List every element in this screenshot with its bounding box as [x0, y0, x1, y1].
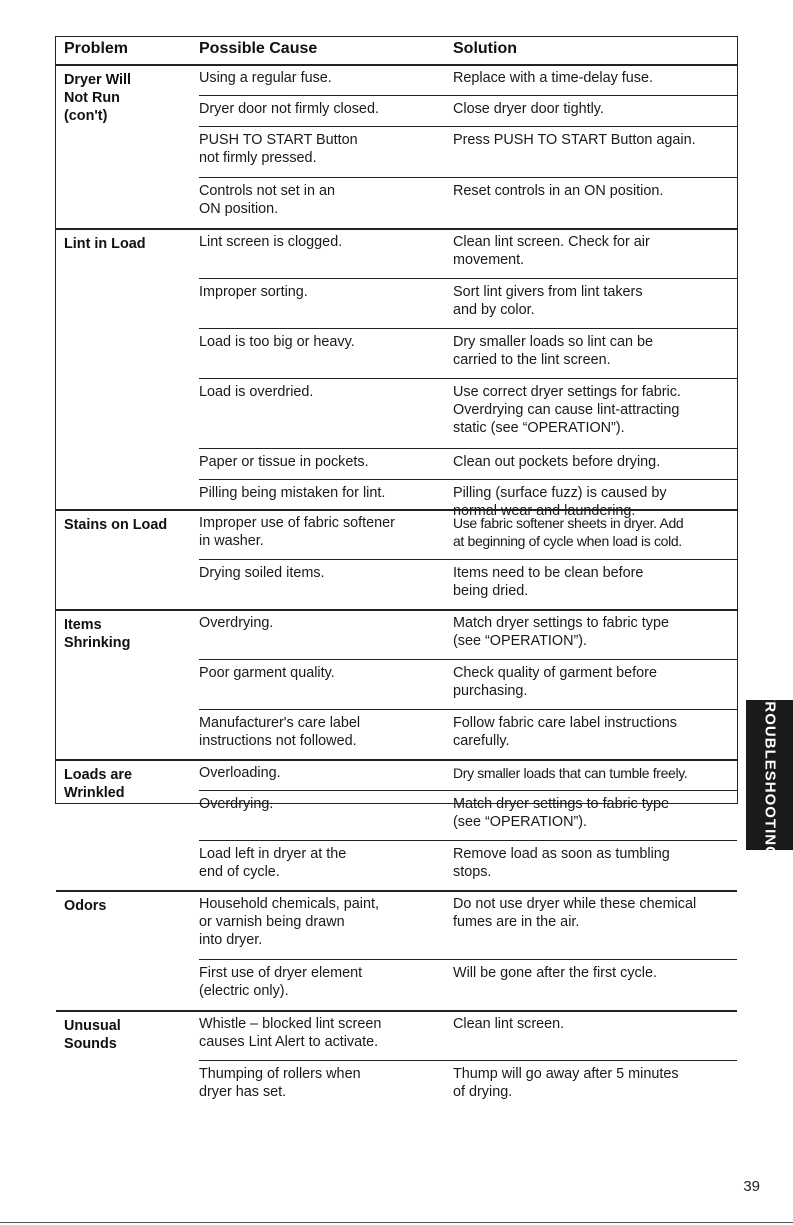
- row-divider: [199, 126, 737, 127]
- section-odors: [56, 890, 737, 1010]
- cause-cell: Using a regular fuse.: [199, 70, 332, 86]
- cause-cell: Thumping of rollers when dryer has set.: [199, 1066, 361, 1100]
- problem-label: Unusual Sounds: [64, 1018, 121, 1052]
- section-divider: [56, 890, 737, 892]
- problem-label: Loads are Wrinkled: [64, 767, 132, 801]
- solution-cell: Clean lint screen. Check for air movement.: [453, 234, 650, 268]
- row-divider: [199, 177, 737, 178]
- row-divider: [199, 840, 737, 841]
- section-divider: [56, 609, 737, 611]
- solution-cell: Clean lint screen.: [453, 1016, 565, 1032]
- solution-cell: Pilling (surface fuzz) is caused by normal wear and laundering.: [453, 485, 667, 519]
- solution-cell: Match dryer settings to fabric type (see “OPERATION”).: [453, 615, 669, 649]
- cause-cell: Load left in dryer at the end of cycle.: [199, 846, 347, 880]
- header-problem: Problem: [64, 40, 129, 57]
- section-stains-on-load: [56, 509, 737, 609]
- cause-cell: Dryer door not firmly closed.: [199, 101, 379, 117]
- problem-label: Stains on Load: [64, 517, 168, 533]
- section-divider: [56, 759, 737, 761]
- problem-label: Items Shrinking: [64, 617, 131, 651]
- cause-cell: Poor garment quality.: [199, 665, 335, 681]
- cause-cell: Controls not set in an ON position.: [199, 183, 335, 217]
- section-lint-in-load: [56, 228, 737, 546]
- cause-cell: Household chemicals, paint, or varnish being drawn into dryer.: [199, 896, 379, 948]
- cause-cell: Improper use of fabric softener in washer.: [199, 515, 395, 549]
- cause-cell: Manufacturer's care label instructions not followed.: [199, 715, 361, 749]
- troubleshooting-side-tab: [746, 691, 793, 859]
- page-number: 39: [743, 1178, 760, 1195]
- cause-cell: Whistle – blocked lint screen causes Lint Alert to activate.: [199, 1016, 382, 1050]
- section-dryer-will-not-run: [56, 64, 737, 228]
- solution-cell: Items need to be clean before being dried.: [453, 565, 644, 599]
- cause-cell: Drying soiled items.: [199, 565, 325, 581]
- row-divider: [199, 790, 737, 791]
- cause-cell: Pilling being mistaken for lint.: [199, 485, 386, 501]
- problem-label: Odors: [64, 898, 107, 914]
- solution-cell: Sort lint givers from lint takers and by color.: [453, 284, 643, 318]
- solution-cell: Match dryer settings to fabric type (see “OPERATION”).: [453, 796, 669, 830]
- section-unusual-sounds: [56, 1010, 737, 1110]
- problem-label: Dryer Will Not Run (con't): [64, 72, 132, 124]
- solution-cell: Dry smaller loads so lint can be carried to the lint screen.: [453, 334, 653, 368]
- table-header: [56, 37, 737, 62]
- page-bottom-rule: [0, 1222, 793, 1223]
- row-divider: [199, 378, 737, 379]
- solution-cell: Use fabric softener sheets in dryer. Add at beginning of cycle when load is cold.: [453, 515, 684, 549]
- row-divider: [199, 328, 737, 329]
- solution-cell: Thump will go away after 5 minutes of drying.: [453, 1066, 679, 1100]
- row-divider: [199, 278, 737, 279]
- row-divider: [199, 959, 737, 960]
- row-divider: [199, 95, 737, 96]
- row-divider: [199, 448, 737, 449]
- row-divider: [199, 709, 737, 710]
- row-divider: [199, 479, 737, 480]
- troubleshooting-table: [55, 36, 738, 1100]
- solution-cell: Will be gone after the first cycle.: [453, 965, 657, 981]
- solution-cell: Do not use dryer while these chemical fumes are in the air.: [453, 896, 697, 930]
- solution-cell: Remove load as soon as tumbling stops.: [453, 846, 670, 880]
- problem-label: Lint in Load: [64, 236, 146, 252]
- cause-cell: PUSH TO START Button not firmly pressed.: [199, 132, 358, 166]
- cause-cell: Load is too big or heavy.: [199, 334, 355, 350]
- section-divider: [56, 509, 737, 511]
- solution-cell: Replace with a time-delay fuse.: [453, 70, 653, 86]
- section-divider: [56, 228, 737, 230]
- solution-cell: Follow fabric care label instructions carefully.: [453, 715, 677, 749]
- cause-cell: Overdrying.: [199, 796, 274, 812]
- row-divider: [199, 659, 737, 660]
- row-divider: [199, 559, 737, 560]
- side-tab-label: TROUBLESHOOTING: [761, 691, 778, 859]
- header-solution: Solution: [453, 40, 517, 57]
- solution-cell: Use correct dryer settings for fabric. Overdrying can cause lint-attracting static (see “OPERATION”).: [453, 384, 681, 436]
- cause-cell: Load is overdried.: [199, 384, 314, 400]
- solution-cell: Press PUSH TO START Button again.: [453, 132, 696, 148]
- solution-cell: Clean out pockets before drying.: [453, 454, 661, 470]
- cause-cell: Lint screen is clogged.: [199, 234, 343, 250]
- row-divider: [199, 1060, 737, 1061]
- section-divider: [56, 1010, 737, 1012]
- solution-cell: Reset controls in an ON position.: [453, 183, 664, 199]
- solution-cell: Check quality of garment before purchasing.: [453, 665, 657, 699]
- solution-cell: Dry smaller loads that can tumble freely.: [453, 765, 688, 781]
- cause-cell: Improper sorting.: [199, 284, 308, 300]
- cause-cell: Paper or tissue in pockets.: [199, 454, 369, 470]
- section-loads-are-wrinkled: [56, 759, 737, 890]
- header-possible-cause: Possible Cause: [199, 40, 318, 57]
- cause-cell: Overdrying.: [199, 615, 274, 631]
- section-items-shrinking: [56, 609, 737, 759]
- solution-cell: Close dryer door tightly.: [453, 101, 604, 117]
- cause-cell: Overloading.: [199, 765, 281, 781]
- cause-cell: First use of dryer element (electric only).: [199, 965, 363, 999]
